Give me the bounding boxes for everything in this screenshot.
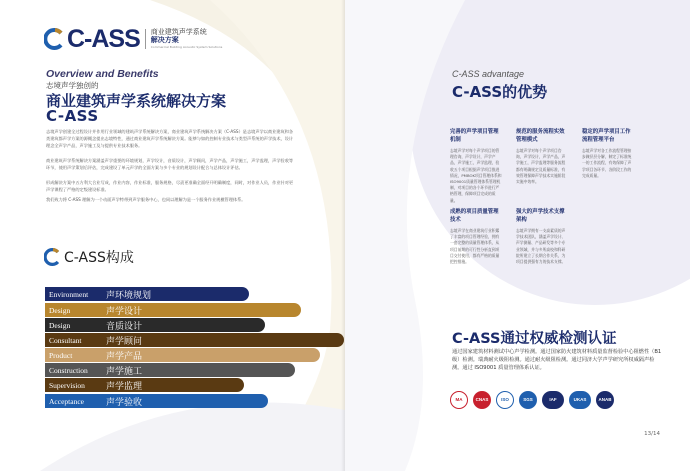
component-bar-cn: 声学监理 (101, 378, 244, 392)
advantage-item-body: 志境声学对各工作流程管理按步骤层层分解，制定了标准统一的工作流程，有效保障了声学项目各环节、各阶段工作的完成质量。 (582, 148, 632, 178)
certification-heading: C-ASS通过权威检测认证 (452, 331, 617, 347)
section-heading (44, 247, 134, 267)
component-bar-en: Supervision (45, 378, 101, 392)
anab-badge-icon: ANAB (596, 391, 614, 409)
page-number: 13/14 (644, 431, 660, 437)
right-page (345, 0, 690, 471)
logo-divider (145, 29, 146, 49)
component-bar-en: Construction (45, 363, 101, 377)
logo-line3: Commercial Building Acoustic System Solutions (150, 45, 223, 49)
advantage-item (582, 128, 634, 179)
paragraph: 我们致力将 C-ASS 理解为一个动面声学特带到声学服务中心，也同以理解为是一个服务作业规模管理体系。 (46, 197, 246, 202)
component-bar (45, 394, 268, 408)
advantage-heading-cn: C-ASS的优势 (452, 83, 548, 101)
certification-badges (450, 391, 614, 409)
component-bar-en: Environment (45, 287, 101, 301)
component-bar (45, 378, 244, 392)
component-bar-cn: 声学施工 (101, 363, 295, 377)
component-bar-cn: 声学验收 (101, 394, 268, 408)
certification-text: 通过国家建筑材料测试中心声学检测。通过国家防火建筑材料质量监督检验中心阻燃性（B1级）检测。瑞典耐火级阻检测。通过耐火级阻检测。通过同济大学声学研究所权威隔声检测。通过 ISO9001 质量管理体系认证。 (452, 349, 662, 372)
overview-heading-en: Overview and Benefits (46, 68, 159, 80)
brand-swirl-icon (44, 248, 62, 266)
brand-name: C-ASS (67, 24, 140, 53)
sgs-badge-icon: SGS (519, 391, 537, 409)
logo-line1: 商业建筑声学系统 (150, 28, 207, 36)
advantage-item-title: 完善的声学项目管理机制 (450, 129, 499, 143)
component-bar-cn: 声学产品 (101, 348, 320, 362)
page-title-brand: C-ASS (46, 107, 99, 125)
brand-swirl-icon (44, 28, 66, 50)
component-bar (45, 363, 295, 377)
advantage-item (516, 128, 568, 185)
advantage-item-title: 强大的声学技术支撑架构 (516, 209, 565, 223)
advantage-item (450, 128, 502, 204)
page-title: 商业建筑声学系统解决方案 (46, 92, 227, 110)
component-bar-en: Acceptance (45, 394, 101, 408)
component-bar (45, 333, 344, 347)
component-bar (45, 318, 265, 332)
paragraph: 商业建筑声学系统解决方案涵盖声学重要的环境规划，声学设计，音质设计，声学顾问，声学产品，声学施工，声学监理，声学验收等环节，使用声学策划后评估，完成建设了单元声学的全面方案与多个专业的规划设计配合与总体设计评估。 (46, 158, 294, 171)
component-bar-cn: 声学顾问 (101, 333, 344, 347)
advantage-item-body: 志境声学在商业建筑行业积累了丰富的项目管理经验，拥有一套完整的质量管理体系，从项目前期的可行性分析直到项目交付使用，都有严格的质量把控措施。 (450, 228, 500, 265)
advantage-item (450, 208, 502, 265)
component-bar (45, 348, 320, 362)
advantage-item-title: 规范的服务流程实效管理模式 (516, 129, 565, 143)
advantage-item-title: 成熟的项目质量管理技术 (450, 209, 499, 223)
component-bar-en: Product (45, 348, 101, 362)
ma-badge-icon: MA (450, 391, 468, 409)
paragraph: 形成解决方案中五方利大合业写成，作业内容，作业标准，服务规格，尽责更准确全面经开明确制度，同时，对作业人员，作业针对更声学课程了严格的定级建设标准。 (46, 180, 294, 193)
ukas-badge-icon: UKAS (569, 391, 591, 409)
iso-badge-icon: ISO (496, 391, 514, 409)
iaf-badge-icon: IAF (542, 391, 564, 409)
component-bar-en: Consultant (45, 333, 101, 347)
paragraph: 志境声学创建全过程设计并作用行业领域的建筑声学系统解决方案，商业建筑声学系统解决方案（C-ASS）是志境声学以商业建筑和各类建筑都声学方案的源概念提出志境特性，通过商业建筑声学系统解决方案。能够与如的控制专业技术与类型声系统的声学技术，设计理念全声学产品，声学施工及与提供专业技术服务。 (46, 129, 294, 149)
component-bar-cn: 声学设计 (101, 303, 301, 317)
advantage-item-title: 稳定的声学项目工作流程管理平台 (582, 129, 631, 143)
component-bar-en: Design (45, 303, 101, 317)
component-bar-cn: 音质设计 (101, 318, 265, 332)
component-bar-en: Design (45, 318, 101, 332)
component-bar-cn: 声环境规划 (101, 287, 249, 301)
cnas-badge-icon: CNAS (473, 391, 491, 409)
advantage-item (516, 208, 568, 265)
brand-logo (44, 26, 222, 52)
overview-heading-cn: 志境声学独创的 (46, 81, 99, 90)
advantage-heading-en: C-ASS advantage (452, 69, 525, 79)
component-bar (45, 303, 301, 317)
advantage-item-body: 志境声学拥有一支高素质的声学技术团队，涵盖声学设计、声学测量、产品研发等多个专业领域，并与多所高校和科研院所建立了长期合作关系，为项目提供强有力的技术支撑。 (516, 228, 566, 265)
advantage-item-body: 志境声学对每个声学项目咨询，声学设计，声学产品，声学施工，声学监理等服务流程都有明确规定及质量标准，有效管理保障声学技术实施阶段实施中效率。 (516, 148, 566, 185)
component-bar (45, 287, 249, 301)
section-heading-text: C-ASS构成 (64, 250, 134, 266)
advantage-item-body: 志境声学对每个声学项目的管理咨询，声学设计，声学产品，声学施工，声学监理，验收五个项目根据声学项目推进情况，PMBOK项目管理体系和ISO9001质量管理体系管理机制，对项目的各个环节进行严格管理，保障项目完成的质量。 (450, 148, 502, 203)
logo-line2: 解决方案 (150, 36, 179, 44)
